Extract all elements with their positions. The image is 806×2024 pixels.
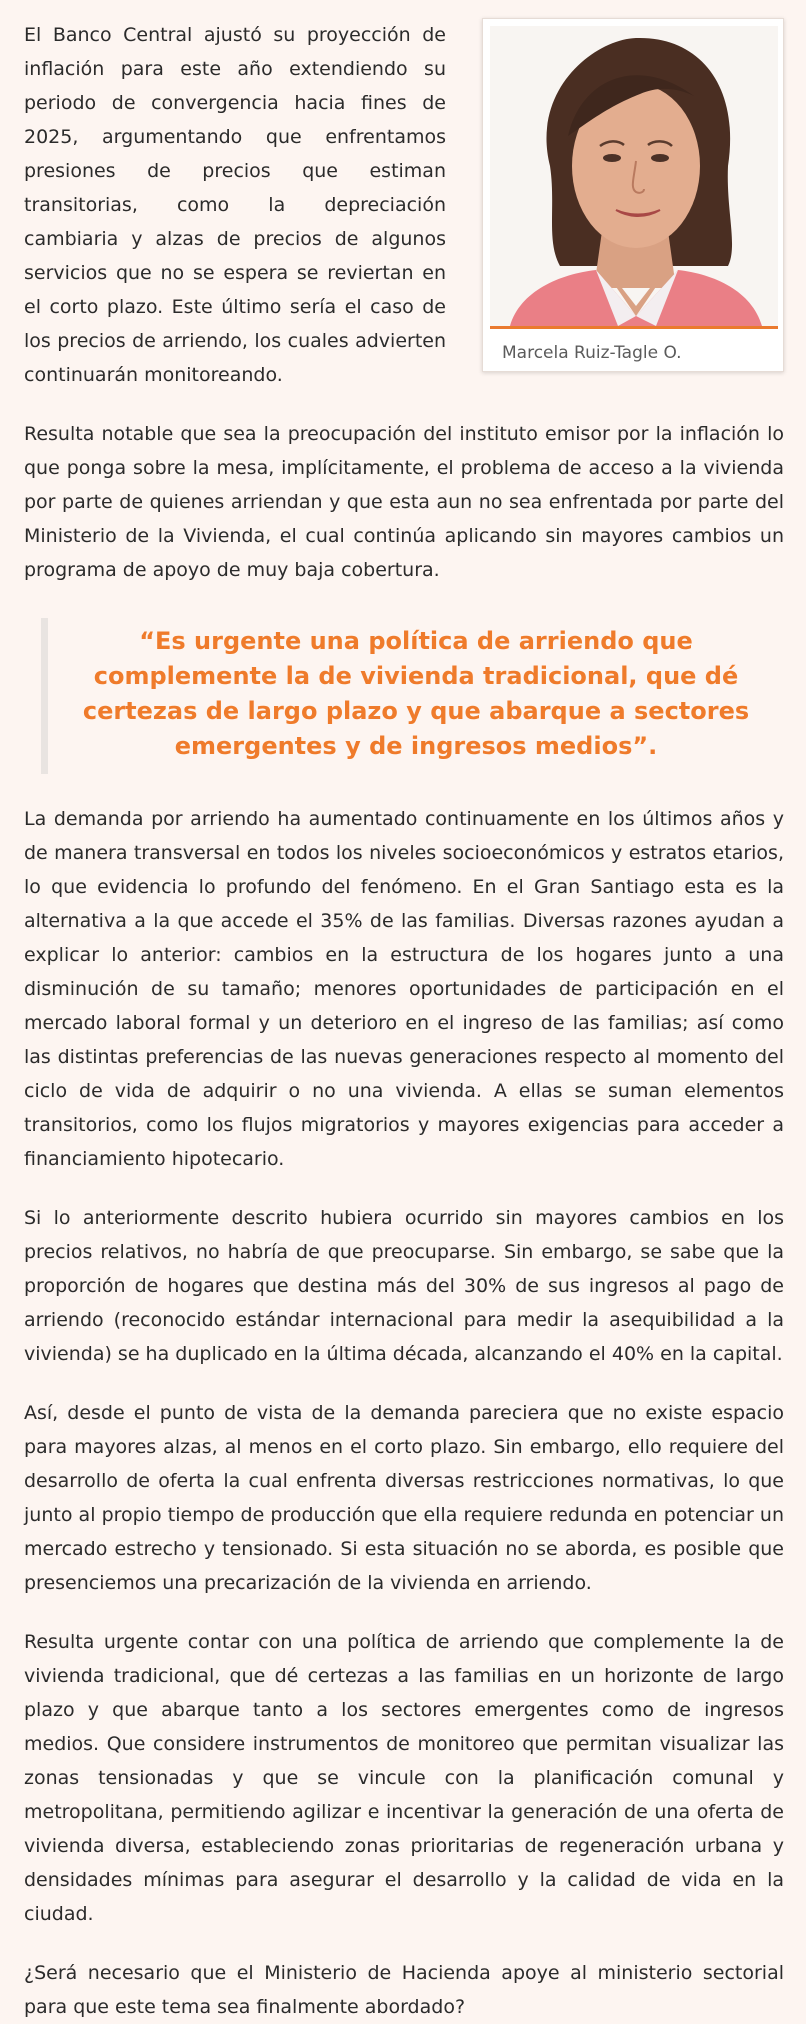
paragraph-7: ¿Será necesario que el Ministerio de Hacienda apoye al ministerio sectorial para que este tema sea finalmente abordado?	[24, 1962, 784, 2018]
paragraph-5: Así, desde el punto de vista de la demanda pareciera que no existe espacio para mayores alzas, al menos en el corto plazo. Sin embargo, ello requiere del desarrollo de oferta la cual enfrenta diversas restricciones normativas, lo que junto al propio tiempo de producción que ella requiere redunda en potenciar un mercado estrecho y tensionado. Si esta situación no se aborda, es posible que presenciemos una precarización de la vivienda en arriendo.	[24, 1402, 784, 1594]
paragraph-3: La demanda por arriendo ha aumentado continuamente en los últimos años y de manera transversal en todos los niveles socioeconómicos y estratos etarios, lo que evidencia lo profundo del fenómeno. En el Gran Santiago esta es la alternativa a la que accede el 35% de las familias. Diversas razones ayudan a explicar lo anterior: cambios en la estructura de los hogares junto a una disminución de su tamaño; menores oportunidades de participación en el mercado laboral formal y un deterioro en el ingreso de las familias; así como las distintas preferencias de las nuevas generaciones respecto al momento del ciclo de vida de adquirir o no una vivienda. A ellas se suman elementos transitorios, como los flujos migratorios y mayores exigencias para acceder a financiamiento hipotecario.	[24, 808, 784, 1170]
paragraph-4: Si lo anteriormente descrito hubiera ocurrido sin mayores cambios en los precios relativos, no habría de que preocuparse. Sin embargo, se sabe que la proporción de hogares que destina más del 30% de sus ingresos al pago de arriendo (reconocido estándar internacional para medir la asequibilidad a la vivienda) se ha duplicado en la última década, alcanzando el 40% en la capital.	[24, 1207, 784, 1365]
paragraph-1: El Banco Central ajustó su proyección de inflación para este año extendiendo su periodo de convergencia hacia fines de 2025, argumentando que enfrentamos presiones de precios que estiman transitorias, como la depreciación cambiaria y alzas de precios de algunos servicios que no se espera se reviertan en el corto plazo. Este último sería el caso de los precios de arriendo, los cuales advierten continuarán monitoreando.	[24, 24, 446, 386]
photo-caption: Marcela Ruiz-Tagle O.	[502, 343, 682, 363]
paragraph-6: Resulta urgente contar con una política de arriendo que complemente la de vivienda tradicional, que dé certezas a las familias en un horizonte de largo plazo y que abarque tanto a los sectores emergentes como de ingresos medios. Que considere instrumentos de monitoreo que permitan visualizar las zonas tensionadas y que se vincule con la planificación comunal y metropolitana, permitiendo agilizar e incentivar la generación de una oferta de vivienda diversa, estableciendo zonas prioritarias de regeneración urbana y densidades mínimas para asegurar el desarrollo y la calidad de vida en la ciudad.	[24, 1631, 784, 1925]
author-photo	[490, 26, 778, 329]
author-photo-card	[482, 18, 784, 372]
pull-quote: “Es urgente una política de arriendo que complemente la de vivienda tradicional, que dé certezas de largo plazo y que abarque a sectores emergentes y de ingresos medios”.	[41, 618, 784, 774]
author-portrait-image	[490, 26, 778, 326]
paragraph-2: Resulta notable que sea la preocupación del instituto emisor por la inflación lo que ponga sobre la mesa, implícitamente, el problema de acceso a la vivienda por parte de quienes arriendan y que esta aun no sea enfrentada por parte del Ministerio de la Vivienda, el cual continúa aplicando sin mayores cambios un programa de apoyo de muy baja cobertura.	[24, 423, 784, 581]
